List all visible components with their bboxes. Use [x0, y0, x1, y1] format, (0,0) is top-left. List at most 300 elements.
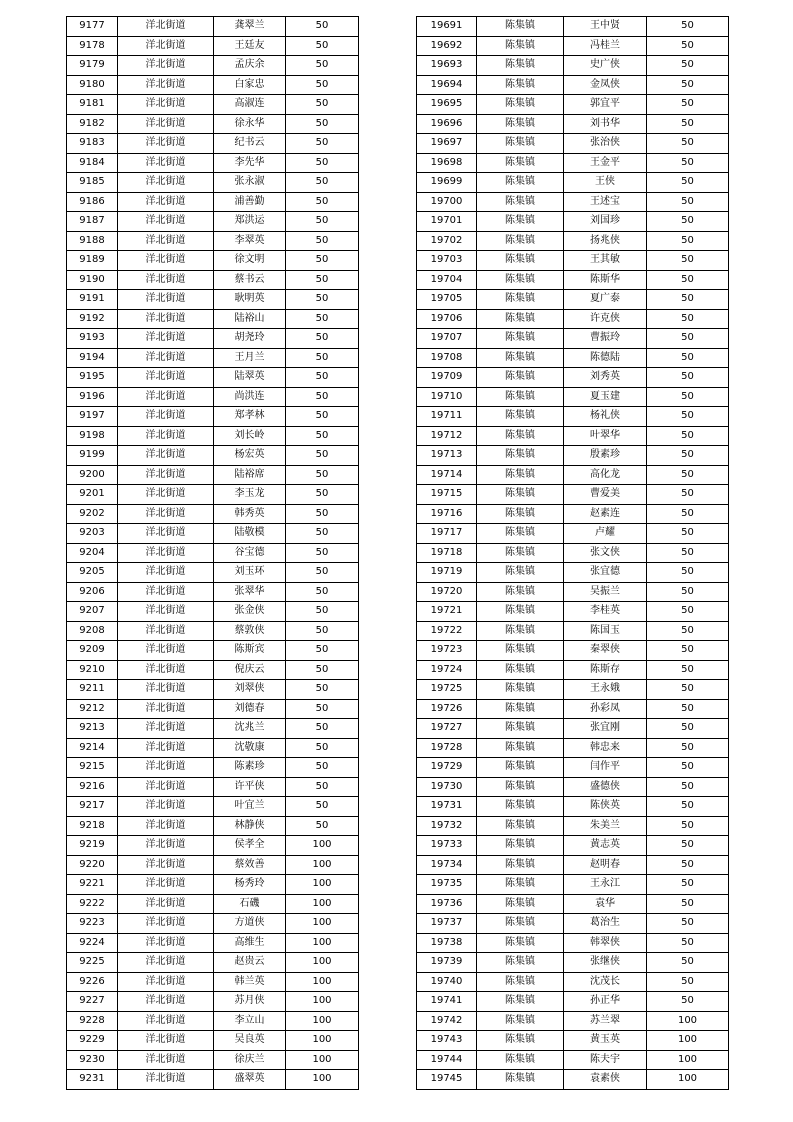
serial-number-cell: 9184	[67, 153, 118, 173]
serial-number-cell: 9215	[67, 758, 118, 778]
name-cell: 陆裕山	[214, 309, 286, 329]
table-row	[417, 75, 729, 95]
name-cell: 许平侠	[214, 777, 286, 797]
district-cell: 洋北街道	[118, 17, 214, 37]
serial-number-cell: 19724	[417, 660, 477, 680]
serial-number-cell: 19717	[417, 524, 477, 544]
district-cell: 洋北街道	[118, 875, 214, 895]
table-row	[67, 1031, 359, 1051]
district-cell: 洋北街道	[118, 972, 214, 992]
table-row	[417, 524, 729, 544]
serial-number-cell: 9218	[67, 816, 118, 836]
amount-cell: 50	[286, 192, 359, 212]
amount-cell: 50	[286, 719, 359, 739]
name-cell: 沈兆兰	[214, 719, 286, 739]
serial-number-cell: 19714	[417, 465, 477, 485]
serial-number-cell: 19703	[417, 251, 477, 271]
table-row	[67, 231, 359, 251]
serial-number-cell: 19736	[417, 894, 477, 914]
table-row	[417, 719, 729, 739]
table-row	[67, 836, 359, 856]
table-row	[417, 36, 729, 56]
table-row	[67, 329, 359, 349]
serial-number-cell: 19711	[417, 407, 477, 427]
serial-number-cell: 19723	[417, 641, 477, 661]
amount-cell: 50	[647, 407, 729, 427]
amount-cell: 50	[286, 680, 359, 700]
name-cell: 刘国珍	[564, 212, 647, 232]
district-cell: 洋北街道	[118, 894, 214, 914]
district-cell: 洋北街道	[118, 36, 214, 56]
amount-cell: 50	[286, 543, 359, 563]
amount-cell: 50	[286, 621, 359, 641]
table-row	[417, 621, 729, 641]
table-row	[67, 407, 359, 427]
table-row	[67, 602, 359, 622]
amount-cell: 50	[647, 329, 729, 349]
district-cell: 洋北街道	[118, 777, 214, 797]
amount-cell: 50	[647, 231, 729, 251]
name-cell: 王永江	[564, 875, 647, 895]
serial-number-cell: 9200	[67, 465, 118, 485]
serial-number-cell: 9199	[67, 446, 118, 466]
serial-number-cell: 9193	[67, 329, 118, 349]
name-cell: 耿明英	[214, 290, 286, 310]
serial-number-cell: 9196	[67, 387, 118, 407]
district-cell: 洋北街道	[118, 251, 214, 271]
table-row	[417, 641, 729, 661]
district-cell: 陈集镇	[477, 75, 564, 95]
district-cell: 陈集镇	[477, 95, 564, 115]
district-cell: 陈集镇	[477, 621, 564, 641]
amount-cell: 50	[286, 563, 359, 583]
table-row	[67, 660, 359, 680]
table-row	[417, 563, 729, 583]
table-row	[417, 17, 729, 37]
amount-cell: 50	[286, 114, 359, 134]
amount-cell: 100	[647, 1070, 729, 1090]
name-cell: 李先华	[214, 153, 286, 173]
amount-cell: 50	[647, 504, 729, 524]
amount-cell: 50	[286, 212, 359, 232]
name-cell: 夏广泰	[564, 290, 647, 310]
name-cell: 蔡书云	[214, 270, 286, 290]
name-cell: 冯桂兰	[564, 36, 647, 56]
serial-number-cell: 19718	[417, 543, 477, 563]
serial-number-cell: 9191	[67, 290, 118, 310]
table-row	[67, 777, 359, 797]
district-cell: 陈集镇	[477, 816, 564, 836]
name-cell: 石磯	[214, 894, 286, 914]
amount-cell: 50	[286, 777, 359, 797]
serial-number-cell: 9222	[67, 894, 118, 914]
district-cell: 陈集镇	[477, 270, 564, 290]
name-cell: 陈德陆	[564, 348, 647, 368]
table-row	[67, 134, 359, 154]
serial-number-cell: 9228	[67, 1011, 118, 1031]
name-cell: 孙彩凤	[564, 699, 647, 719]
table-row	[417, 1031, 729, 1051]
amount-cell: 50	[286, 329, 359, 349]
table-row	[67, 953, 359, 973]
district-cell: 陈集镇	[477, 933, 564, 953]
district-cell: 洋北街道	[118, 56, 214, 76]
name-cell: 林静侠	[214, 816, 286, 836]
amount-cell: 50	[647, 134, 729, 154]
district-cell: 陈集镇	[477, 368, 564, 388]
amount-cell: 50	[647, 699, 729, 719]
serial-number-cell: 19739	[417, 953, 477, 973]
serial-number-cell: 9194	[67, 348, 118, 368]
name-cell: 张宜德	[564, 563, 647, 583]
name-cell: 许克侠	[564, 309, 647, 329]
name-cell: 张治侠	[564, 134, 647, 154]
amount-cell: 100	[286, 992, 359, 1012]
serial-number-cell: 9178	[67, 36, 118, 56]
amount-cell: 50	[647, 972, 729, 992]
amount-cell: 50	[647, 368, 729, 388]
name-cell: 李立山	[214, 1011, 286, 1031]
district-cell: 陈集镇	[477, 758, 564, 778]
table-row	[67, 504, 359, 524]
name-cell: 袁素侠	[564, 1070, 647, 1090]
name-cell: 扬兆侠	[564, 231, 647, 251]
name-cell: 刘书华	[564, 114, 647, 134]
serial-number-cell: 9188	[67, 231, 118, 251]
name-cell: 尚洪连	[214, 387, 286, 407]
serial-number-cell: 19702	[417, 231, 477, 251]
amount-cell: 50	[286, 75, 359, 95]
district-cell: 陈集镇	[477, 290, 564, 310]
table-row	[417, 504, 729, 524]
amount-cell: 50	[286, 309, 359, 329]
amount-cell: 50	[286, 738, 359, 758]
district-cell: 陈集镇	[477, 524, 564, 544]
name-cell: 张宜刚	[564, 719, 647, 739]
serial-number-cell: 19745	[417, 1070, 477, 1090]
table-row	[67, 348, 359, 368]
district-cell: 陈集镇	[477, 1050, 564, 1070]
serial-number-cell: 9201	[67, 485, 118, 505]
district-cell: 洋北街道	[118, 231, 214, 251]
name-cell: 方道侠	[214, 914, 286, 934]
table-row	[417, 329, 729, 349]
serial-number-cell: 9187	[67, 212, 118, 232]
district-cell: 陈集镇	[477, 641, 564, 661]
serial-number-cell: 9211	[67, 680, 118, 700]
amount-cell: 100	[286, 953, 359, 973]
serial-number-cell: 9205	[67, 563, 118, 583]
name-cell: 郑洪运	[214, 212, 286, 232]
serial-number-cell: 9221	[67, 875, 118, 895]
amount-cell: 50	[647, 309, 729, 329]
table-row	[67, 368, 359, 388]
amount-cell: 100	[286, 855, 359, 875]
serial-number-cell: 19735	[417, 875, 477, 895]
serial-number-cell: 19726	[417, 699, 477, 719]
name-cell: 韩忠来	[564, 738, 647, 758]
table-row	[67, 524, 359, 544]
name-cell: 陈侠英	[564, 797, 647, 817]
table-row	[417, 446, 729, 466]
table-row	[417, 251, 729, 271]
district-cell: 洋北街道	[118, 1050, 214, 1070]
district-cell: 陈集镇	[477, 329, 564, 349]
amount-cell: 50	[647, 524, 729, 544]
name-cell: 闫作平	[564, 758, 647, 778]
serial-number-cell: 9230	[67, 1050, 118, 1070]
table-row	[417, 309, 729, 329]
table-row	[417, 972, 729, 992]
district-cell: 陈集镇	[477, 992, 564, 1012]
district-cell: 陈集镇	[477, 855, 564, 875]
amount-cell: 100	[647, 1031, 729, 1051]
amount-cell: 50	[286, 660, 359, 680]
serial-number-cell: 19744	[417, 1050, 477, 1070]
amount-cell: 50	[286, 231, 359, 251]
table-row	[417, 231, 729, 251]
table-row	[417, 543, 729, 563]
name-cell: 盛德侠	[564, 777, 647, 797]
amount-cell: 50	[647, 543, 729, 563]
name-cell: 胡尧玲	[214, 329, 286, 349]
amount-cell: 50	[286, 485, 359, 505]
serial-number-cell: 9208	[67, 621, 118, 641]
amount-cell: 50	[286, 641, 359, 661]
table-row	[67, 270, 359, 290]
serial-number-cell: 9217	[67, 797, 118, 817]
district-cell: 陈集镇	[477, 777, 564, 797]
amount-cell: 50	[647, 816, 729, 836]
serial-number-cell: 19708	[417, 348, 477, 368]
district-cell: 洋北街道	[118, 485, 214, 505]
amount-cell: 50	[286, 602, 359, 622]
serial-number-cell: 19706	[417, 309, 477, 329]
name-cell: 沈茂长	[564, 972, 647, 992]
name-cell: 刘玉环	[214, 563, 286, 583]
name-cell: 郑孝林	[214, 407, 286, 427]
amount-cell: 50	[286, 699, 359, 719]
name-cell: 陆翠英	[214, 368, 286, 388]
amount-cell: 50	[647, 738, 729, 758]
district-cell: 洋北街道	[118, 465, 214, 485]
serial-number-cell: 19733	[417, 836, 477, 856]
serial-number-cell: 19730	[417, 777, 477, 797]
serial-number-cell: 9210	[67, 660, 118, 680]
table-row	[417, 1070, 729, 1090]
name-cell: 秦翠侠	[564, 641, 647, 661]
name-cell: 龚翠兰	[214, 17, 286, 37]
name-cell: 谷宝德	[214, 543, 286, 563]
name-cell: 沈敬康	[214, 738, 286, 758]
serial-number-cell: 9192	[67, 309, 118, 329]
amount-cell: 50	[286, 95, 359, 115]
serial-number-cell: 19705	[417, 290, 477, 310]
table-row	[67, 309, 359, 329]
name-cell: 张翠华	[214, 582, 286, 602]
table-row	[67, 290, 359, 310]
name-cell: 王中贤	[564, 17, 647, 37]
district-cell: 洋北街道	[118, 134, 214, 154]
name-cell: 白家忠	[214, 75, 286, 95]
table-row	[67, 1070, 359, 1090]
amount-cell: 50	[647, 953, 729, 973]
table-row	[417, 875, 729, 895]
district-cell: 陈集镇	[477, 1031, 564, 1051]
table-row	[417, 1011, 729, 1031]
amount-cell: 50	[286, 758, 359, 778]
amount-cell: 50	[647, 153, 729, 173]
district-cell: 陈集镇	[477, 17, 564, 37]
serial-number-cell: 19696	[417, 114, 477, 134]
name-cell: 葛治生	[564, 914, 647, 934]
amount-cell: 100	[286, 1031, 359, 1051]
district-cell: 洋北街道	[118, 524, 214, 544]
table-row	[67, 719, 359, 739]
district-cell: 洋北街道	[118, 992, 214, 1012]
table-row	[417, 407, 729, 427]
name-cell: 纪书云	[214, 134, 286, 154]
name-cell: 苏兰翠	[564, 1011, 647, 1031]
amount-cell: 100	[647, 1011, 729, 1031]
name-cell: 陆裕席	[214, 465, 286, 485]
serial-number-cell: 9225	[67, 953, 118, 973]
table-row	[67, 582, 359, 602]
name-cell: 赵明春	[564, 855, 647, 875]
name-cell: 李桂英	[564, 602, 647, 622]
name-cell: 蔡效善	[214, 855, 286, 875]
table-row	[67, 972, 359, 992]
name-cell: 赵贵云	[214, 953, 286, 973]
amount-cell: 100	[286, 972, 359, 992]
name-cell: 浦善勤	[214, 192, 286, 212]
serial-number-cell: 19734	[417, 855, 477, 875]
serial-number-cell: 19700	[417, 192, 477, 212]
amount-cell: 50	[647, 758, 729, 778]
name-cell: 韩兰英	[214, 972, 286, 992]
name-cell: 曹振玲	[564, 329, 647, 349]
amount-cell: 50	[286, 407, 359, 427]
district-cell: 洋北街道	[118, 329, 214, 349]
amount-cell: 50	[647, 485, 729, 505]
name-cell: 陈斯宾	[214, 641, 286, 661]
table-row	[417, 758, 729, 778]
amount-cell: 50	[647, 602, 729, 622]
district-cell: 洋北街道	[118, 446, 214, 466]
amount-cell: 100	[286, 1011, 359, 1031]
name-cell: 陈斯存	[564, 660, 647, 680]
table-row	[417, 485, 729, 505]
amount-cell: 50	[647, 426, 729, 446]
amount-cell: 100	[647, 1050, 729, 1070]
serial-number-cell: 19713	[417, 446, 477, 466]
name-cell: 史广侠	[564, 56, 647, 76]
amount-cell: 50	[647, 563, 729, 583]
serial-number-cell: 19742	[417, 1011, 477, 1031]
name-cell: 王侠	[564, 173, 647, 193]
serial-number-cell: 9189	[67, 251, 118, 271]
roster-table-left	[66, 16, 359, 1090]
name-cell: 吴振兰	[564, 582, 647, 602]
district-cell: 洋北街道	[118, 1070, 214, 1090]
table-row	[67, 641, 359, 661]
name-cell: 蔡敦侠	[214, 621, 286, 641]
roster-table-right-body	[417, 17, 729, 1090]
serial-number-cell: 9185	[67, 173, 118, 193]
amount-cell: 50	[647, 251, 729, 271]
name-cell: 张永淑	[214, 173, 286, 193]
serial-number-cell: 19707	[417, 329, 477, 349]
name-cell: 卢耀	[564, 524, 647, 544]
amount-cell: 50	[647, 95, 729, 115]
name-cell: 陆敬模	[214, 524, 286, 544]
serial-number-cell: 19738	[417, 933, 477, 953]
table-row	[67, 543, 359, 563]
district-cell: 洋北街道	[118, 270, 214, 290]
table-row	[67, 894, 359, 914]
name-cell: 倪庆云	[214, 660, 286, 680]
table-row	[417, 153, 729, 173]
serial-number-cell: 19725	[417, 680, 477, 700]
table-row	[67, 933, 359, 953]
district-cell: 洋北街道	[118, 95, 214, 115]
district-cell: 陈集镇	[477, 914, 564, 934]
name-cell: 刘秀英	[564, 368, 647, 388]
amount-cell: 50	[647, 290, 729, 310]
table-row	[67, 56, 359, 76]
table-row	[67, 17, 359, 37]
table-row	[417, 270, 729, 290]
district-cell: 陈集镇	[477, 114, 564, 134]
name-cell: 徐庆兰	[214, 1050, 286, 1070]
district-cell: 洋北街道	[118, 290, 214, 310]
district-cell: 洋北街道	[118, 173, 214, 193]
district-cell: 洋北街道	[118, 192, 214, 212]
table-row	[417, 836, 729, 856]
table-row	[67, 36, 359, 56]
table-row	[417, 953, 729, 973]
serial-number-cell: 19692	[417, 36, 477, 56]
table-row	[417, 348, 729, 368]
amount-cell: 100	[286, 914, 359, 934]
table-row	[417, 290, 729, 310]
table-row	[67, 95, 359, 115]
table-row	[417, 465, 729, 485]
serial-number-cell: 19709	[417, 368, 477, 388]
table-row	[67, 758, 359, 778]
amount-cell: 50	[647, 270, 729, 290]
table-row	[67, 426, 359, 446]
district-cell: 洋北街道	[118, 504, 214, 524]
serial-number-cell: 19741	[417, 992, 477, 1012]
name-cell: 盛翠英	[214, 1070, 286, 1090]
amount-cell: 50	[647, 212, 729, 232]
table-row	[67, 875, 359, 895]
table-row	[417, 426, 729, 446]
district-cell: 陈集镇	[477, 738, 564, 758]
serial-number-cell: 9181	[67, 95, 118, 115]
name-cell: 刘翠侠	[214, 680, 286, 700]
district-cell: 陈集镇	[477, 426, 564, 446]
table-row	[417, 855, 729, 875]
amount-cell: 50	[647, 914, 729, 934]
amount-cell: 50	[647, 56, 729, 76]
district-cell: 陈集镇	[477, 875, 564, 895]
amount-cell: 50	[647, 797, 729, 817]
district-cell: 洋北街道	[118, 387, 214, 407]
table-row	[417, 992, 729, 1012]
name-cell: 杨宏英	[214, 446, 286, 466]
